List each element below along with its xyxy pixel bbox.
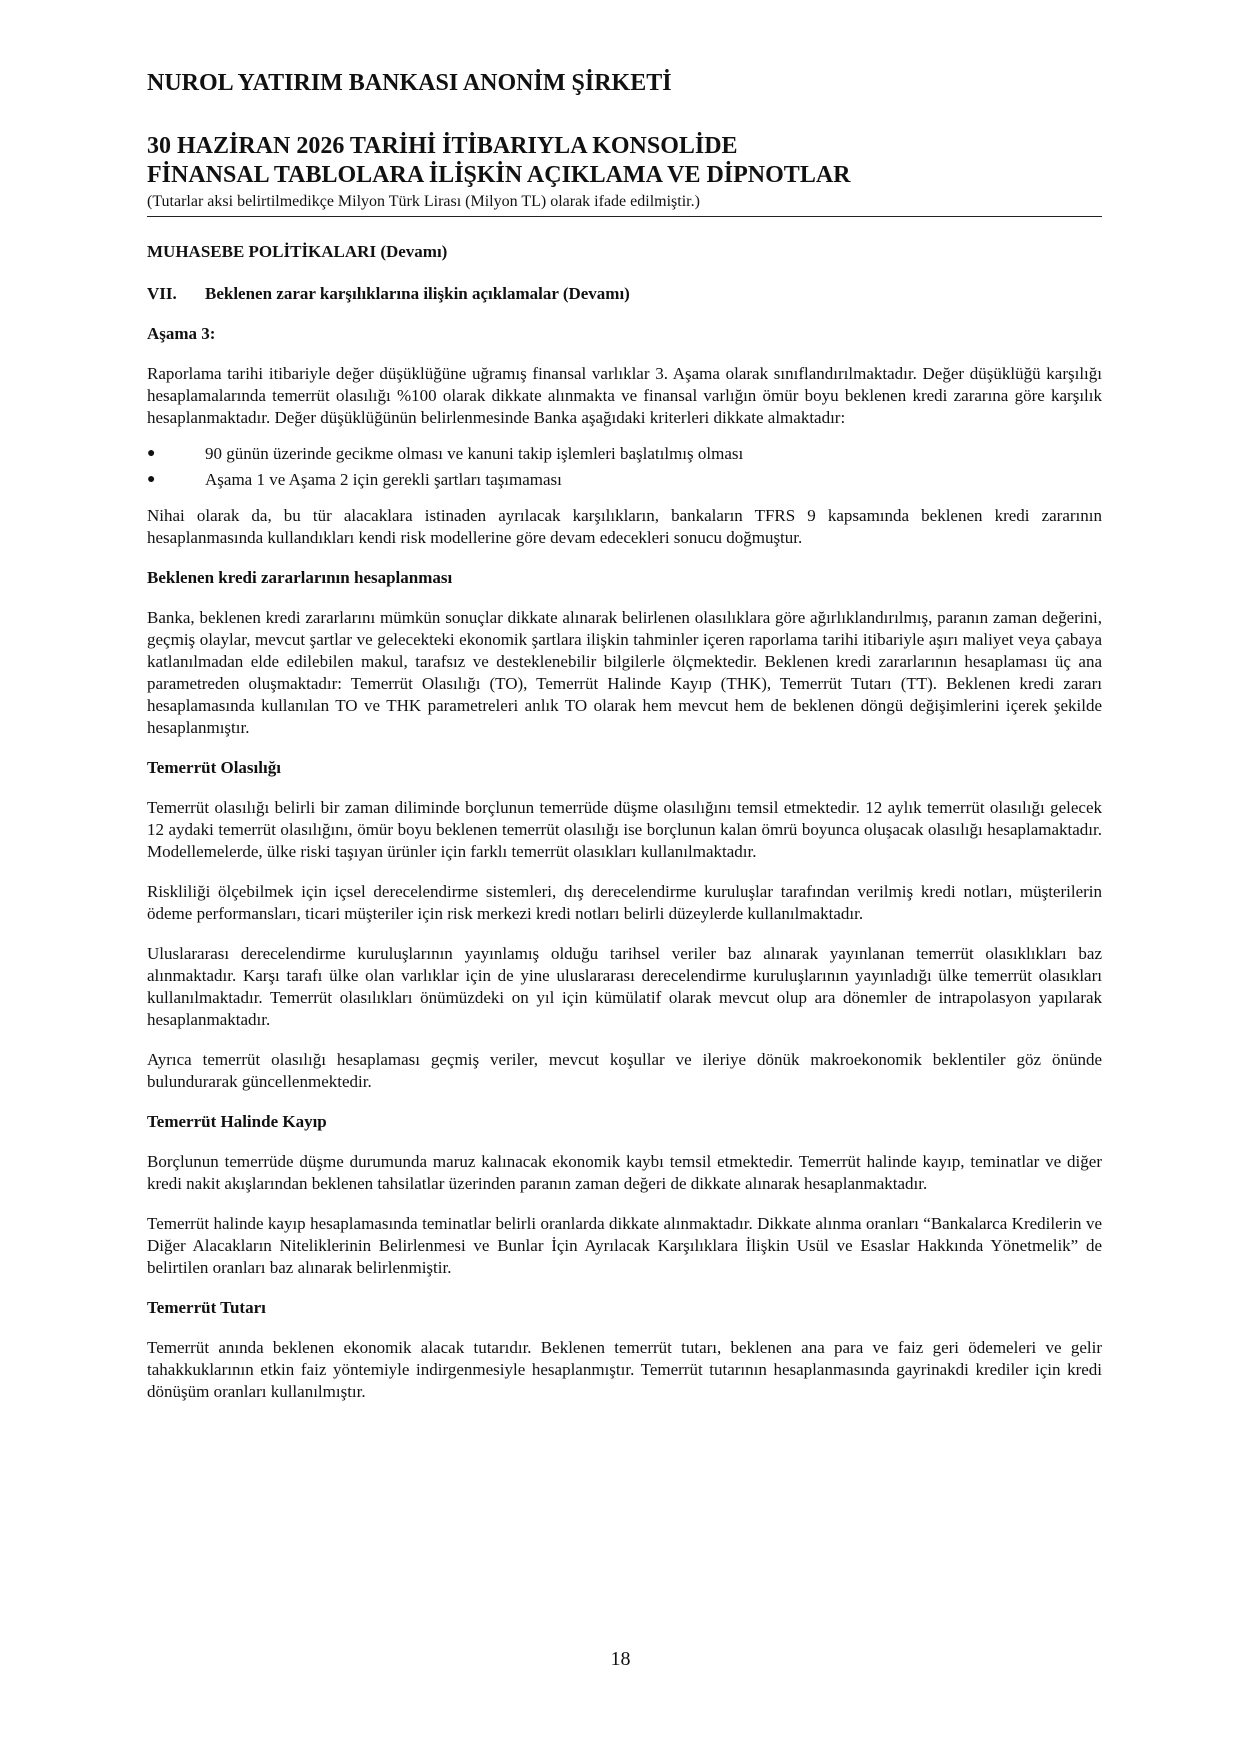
units-note: (Tutarlar aksi belirtilmedikçe Milyon Türk Lirası (Milyon TL) olarak ifade edilmiştir.)	[147, 193, 700, 210]
stage3-criteria-list	[147, 443, 1102, 491]
pd-paragraph: Uluslararası derecelendirme kuruluşlarının yayınlamış olduğu tarihsel veriler baz alınarak yayınlanan temerrüt olasıklıkları baz alınmaktadır. Karşı tarafı ülke olan varlıklar için de yine uluslararası derecelendirme kuruluşlarının yayınladığı ülke temerrüt olasıkları kullanılmaktadır. Temerrüt olasılıkları önümüzdeki on yıl için kümülatif olarak mevcut olup ara dönemler de intrapolasyon yapılarak hesaplanmaktadır.	[147, 944, 1102, 1029]
subsection-title: Beklenen zarar karşılıklarına ilişkin açıklamalar (Devamı)	[205, 284, 630, 303]
pd-paragraph: Riskliliği ölçebilmek için içsel derecelendirme sistemleri, dış derecelendirme kuruluşlar tarafından verilmiş kredi notları, müşterilerin ödeme performansları, ticari müşteriler için risk merkezi kredi notları belirli düzeylerde kullanılmaktadır.	[147, 882, 1102, 923]
lgd-heading: Temerrüt Halinde Kayıp	[147, 1112, 327, 1131]
stage3-paragraph: Raporlama tarihi itibariyle değer düşüklüğüne uğramış finansal varlıklar 3. Aşama olarak sınıflandırılmaktadır. Değer düşüklüğü karşılığı hesaplamalarında temerrüt olasılığı %100 olarak dikkate alınmakta ve finansal varlığın ömür boyu beklenen kredi zararına göre karşılık hesaplanmaktadır. Değer düşüklüğünün belirlenmesinde Banka aşağıdaki kriterleri dikkate almaktadır:	[147, 364, 1102, 427]
pd-heading: Temerrüt Olasılığı	[147, 758, 281, 777]
list-item-text: Aşama 1 ve Aşama 2 için gerekli şartları taşımaması	[205, 470, 562, 489]
report-title-line-2: FİNANSAL TABLOLARA İLİŞKİN AÇIKLAMA VE DİPNOTLAR	[147, 162, 851, 188]
company-name: NUROL YATIRIM BANKASI ANONİM ŞİRKETİ	[147, 70, 672, 96]
document-page	[147, 68, 1102, 1403]
page-number: 18	[610, 1648, 631, 1670]
stage3-closing: Nihai olarak da, bu tür alacaklara istinaden ayrılacak karşılıkların, bankaların TFRS 9 kapsamında beklenen kredi zararının hesaplanmasında kullandıkları kendi risk modellerine göre devam edecekleri sonucu doğmuştur.	[147, 506, 1102, 547]
lgd-paragraph: Borçlunun temerrüde düşme durumunda maruz kalınacak ekonomik kaybı temsil etmektedir. Temerrüt halinde kayıp, teminatlar ve diğer kredi nakit akışlarından beklenen tahsilatlar üzerinden paranın zaman değeri de dikkate alınarak hesaplanmaktadır.	[147, 1152, 1102, 1193]
pd-paragraph: Temerrüt olasılığı belirli bir zaman diliminde borçlunun temerrüde düşme olasılığını temsil etmektedir. 12 aylık temerrüt olasılığı gelecek 12 aydaki temerrüt olasılığını, ömür boyu beklenen temerrüt olasılığı ise borçlunun kalan ömrü boyunca oluşacak olasılığı hesaplamaktadır. Modellemelerde, ülke riski taşıyan ürünler için farklı temerrüt olasıkları kullanılmaktadır.	[147, 798, 1102, 861]
lgd-paragraph: Temerrüt halinde kayıp hesaplamasında teminatlar belirli oranlarda dikkate alınmaktadır. Dikkate alınma oranları “Bankalarca Kredilerin ve Diğer Alacakların Niteliklerinin Belirlenmesi ve Bunlar İçin Ayrılacak Karşılıklara İlişkin Usül ve Esaslar Hakkında Yönetmelik” de belirtilen oranları baz alınarak belirlenmiştir.	[147, 1214, 1102, 1277]
ead-heading: Temerrüt Tutarı	[147, 1298, 266, 1317]
ecl-paragraph: Banka, beklenen kredi zararlarını mümkün sonuçlar dikkate alınarak belirlenen olasılıklara göre ağırlıklandırılmış, paranın zaman değerini, geçmiş olaylar, mevcut şartlar ve gelecekteki ekonomik şartlara ilişkin tahminler içeren raporlama tarihi itibariyle aşırı maliyet veya çabaya katlanılmadan elde edilebilen makul, tarafsız ve desteklenebilir bilgilerle ölçmektedir. Beklenen kredi zararlarının hesaplaması üç ana parametreden oluşmaktadır: Temerrüt Olasılığı (TO), Temerrüt Halinde Kayıp (THK), Temerrüt Tutarı (TT). Beklenen kredi zararı hesaplamasında kullanılan TO ve THK parametreleri anlık TO olarak hem mevcut hem de beklenen döngü değişimlerini içerek şekilde hesaplanmıştır.	[147, 608, 1102, 737]
stage3-heading: Aşama 3:	[147, 324, 216, 343]
list-item	[147, 469, 1102, 491]
ecl-heading: Beklenen kredi zararlarının hesaplanması	[147, 568, 453, 587]
bullet-icon: ●	[147, 446, 156, 461]
header-divider	[147, 216, 1102, 217]
section-title: MUHASEBE POLİTİKALARI (Devamı)	[147, 242, 448, 261]
subsection-number: VII.	[147, 284, 177, 303]
bullet-icon: ●	[147, 472, 156, 487]
subsection-heading	[147, 283, 1102, 305]
list-item	[147, 443, 1102, 465]
pd-paragraph: Ayrıca temerrüt olasılığı hesaplaması geçmiş veriler, mevcut koşullar ve ileriye dönük makroekonomik beklentiler göz önünde bulundurarak güncellenmektedir.	[147, 1050, 1102, 1091]
list-item-text: 90 günün üzerinde gecikme olması ve kanuni takip işlemleri başlatılmış olması	[205, 444, 744, 463]
ead-paragraph: Temerrüt anında beklenen ekonomik alacak tutarıdır. Beklenen temerrüt tutarı, beklenen ana para ve faiz geri ödemeleri ve gelir tahakkuklarının etkin faiz yöntemiyle indirgenmesiyle hesaplanmıştır. Temerrüt tutarının hesaplanmasında gayrinakdi krediler için kredi dönüşüm oranları kullanılmıştır.	[147, 1338, 1102, 1401]
report-title-line-1: 30 HAZİRAN 2026 TARİHİ İTİBARIYLA KONSOLİDE	[147, 133, 738, 159]
